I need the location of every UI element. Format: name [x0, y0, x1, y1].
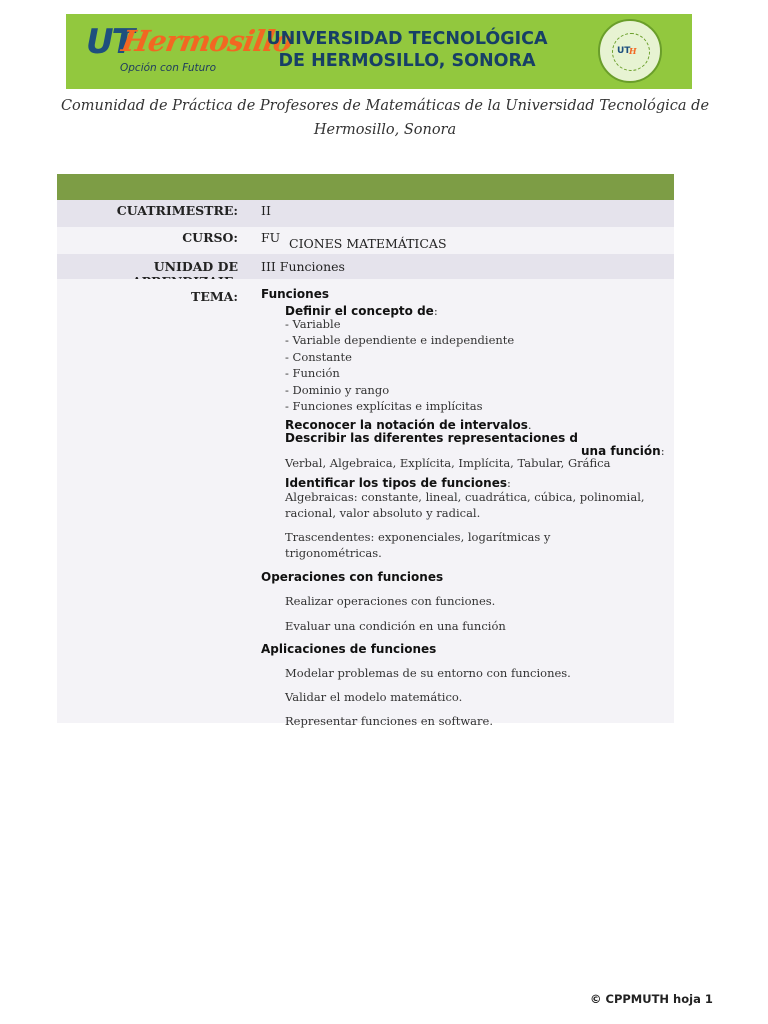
definir-text: Definir el concepto de — [285, 304, 434, 318]
tema-label: TEMA: — [191, 289, 238, 304]
describir-text-b: una función — [581, 444, 661, 458]
ut-hermosillo-logo — [84, 22, 295, 84]
curso-value — [247, 227, 674, 254]
aplicaciones-item: Modelar problemas de su entorno con funciones. — [285, 666, 571, 680]
page-footer: © CPPMUTH hoja 1 — [590, 992, 713, 1006]
table-header-bar — [57, 174, 674, 200]
aplicaciones-item: Validar el modelo matemático. — [285, 690, 463, 704]
row-tema — [57, 279, 674, 728]
curso-value-part1: FU — [261, 230, 281, 245]
row-unidad — [57, 254, 674, 279]
operaciones-heading: Operaciones con funciones — [261, 570, 444, 584]
identificar-text: Identificar los tipos de funciones — [285, 476, 507, 490]
operaciones-item: Evaluar una condición en una función — [285, 619, 506, 633]
cuatrimestre-label: CUATRIMESTRE: — [116, 203, 238, 218]
concept-item: - Dominio y rango — [285, 383, 390, 397]
curso-label: CURSO: — [182, 230, 238, 245]
logo-ut-text: UT — [86, 22, 133, 62]
logo-hermosillo-text: Hermosillo — [119, 24, 295, 58]
subtitle-line1: Comunidad de Práctica de Profesores de Matemáticas de la Universidad Tecnológica de — [60, 98, 710, 114]
seal-ut-text: UT — [617, 46, 631, 56]
trascendentes-line2: trigonométricas. — [285, 546, 382, 560]
reconocer-text: Reconocer la notación de intervalos — [285, 418, 528, 432]
university-name-line1: UNIVERSIDAD TECNOLÓGICA — [266, 29, 548, 49]
concept-item: - Variable dependiente e independiente — [285, 333, 515, 347]
describir-colon: : — [660, 444, 665, 458]
course-info-table — [57, 174, 674, 728]
curso-value-part2: CIONES MATEMÁTICAS — [289, 236, 447, 251]
university-name-line2: DE HERMOSILLO, SONORA — [278, 51, 536, 71]
row-curso — [57, 227, 674, 254]
operaciones-item: Realizar operaciones con funciones. — [285, 594, 496, 608]
subtitle-line2: Hermosillo, Sonora — [313, 122, 457, 138]
tema-funciones-heading: Funciones — [261, 287, 329, 301]
algebraicas-line1: Algebraicas: constante, lineal, cuadrática, cúbica, polinomial, — [285, 490, 645, 504]
seal-h-text: H — [629, 46, 637, 56]
definir-colon: : — [433, 304, 438, 318]
logo-tagline: Opción con Futuro — [120, 62, 217, 74]
row-cuatrimestre — [57, 200, 674, 227]
header-banner — [66, 14, 692, 89]
identificar-colon: : — [506, 476, 511, 490]
document-subtitle — [60, 94, 710, 142]
community-seal-icon — [598, 19, 662, 83]
university-name — [262, 28, 552, 72]
concept-item: - Variable — [285, 317, 341, 331]
algebraicas-line2: racional, valor absoluto y radical. — [285, 506, 481, 520]
reconocer-dot: . — [527, 418, 532, 432]
concept-item: - Constante — [285, 350, 352, 364]
concept-item: - Función — [285, 366, 340, 380]
cuatrimestre-value: II — [261, 203, 271, 218]
unidad-value: III Funciones — [261, 259, 345, 274]
describir-heading: Describir las diferentes representaciones d — [285, 431, 578, 445]
concept-item: - Funciones explícitas e implícitas — [285, 399, 483, 413]
aplicaciones-item: Representar funciones en software. — [285, 714, 493, 728]
identificar-heading — [285, 472, 511, 491]
aplicaciones-heading: Aplicaciones de funciones — [261, 642, 437, 656]
trascendentes-line1: Trascendentes: exponenciales, logarítmicas y — [285, 530, 551, 544]
representaciones-text: Verbal, Algebraica, Explícita, Implícita, Tabular, Gráfica — [285, 456, 611, 470]
unidad-label: UNIDAD DE — [153, 259, 238, 274]
